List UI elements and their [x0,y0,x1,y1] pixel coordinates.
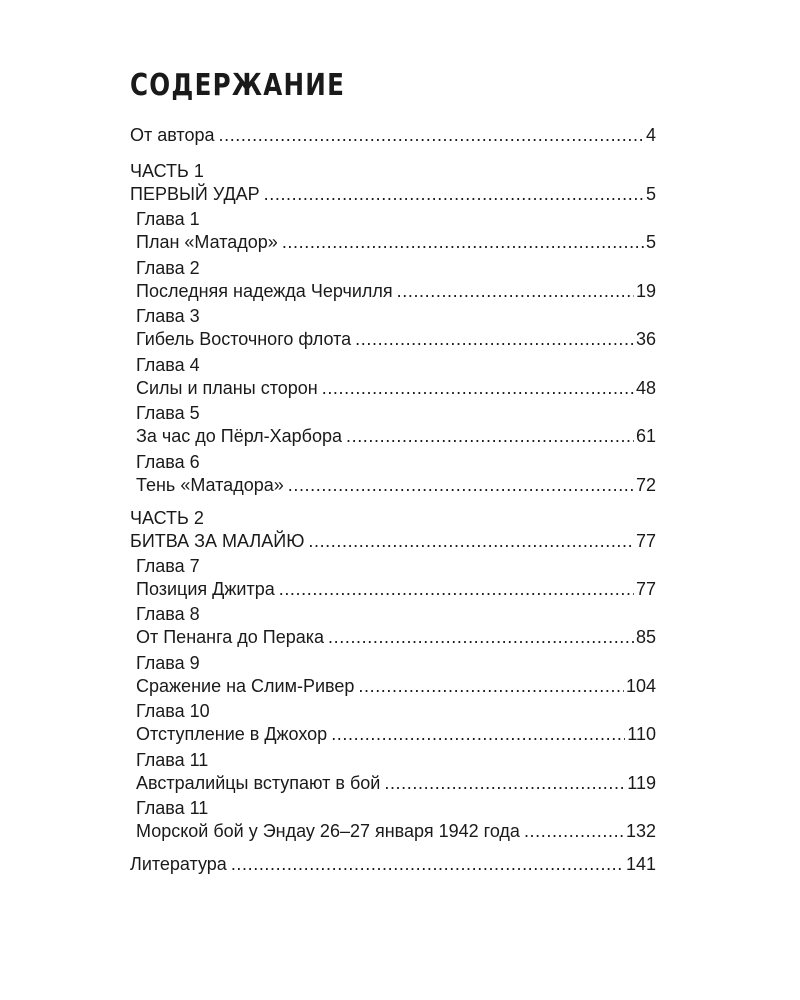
toc-page-number: 61 [635,426,656,446]
dot-leader [288,474,634,496]
toc-entry-chapter[interactable] [136,474,656,496]
toc-entry-chapter[interactable] [136,772,656,794]
dot-leader [331,723,625,745]
dot-leader [384,772,625,794]
toc-page-number: 85 [635,627,656,647]
toc-entry-title: Морской бой у Эндау 26–27 января 1942 года [136,821,520,841]
toc-entry-title: За час до Пёрл-Харбора [136,426,342,446]
page-title: СОДЕРЖАНИЕ [130,68,346,103]
chapter-label: Глава 11 [136,798,209,818]
toc-entry-chapter[interactable] [136,328,656,350]
dot-leader [308,530,634,552]
dot-leader [397,280,634,302]
dot-leader [279,578,634,600]
toc-entry-chapter[interactable] [136,626,656,648]
toc-page-number: 141 [625,854,656,874]
toc-page-number: 19 [635,281,656,301]
dot-leader [282,231,644,253]
chapter-label: Глава 11 [136,750,209,770]
chapter-label: Глава 1 [136,209,200,229]
toc-entry-chapter[interactable] [136,578,656,600]
dot-leader [328,626,634,648]
toc-entry-title: Позиция Джитра [136,579,275,599]
toc-entry-chapter[interactable] [136,723,656,745]
toc-entry-title: Литература [130,854,227,874]
dot-leader [355,328,634,350]
toc-page-number: 119 [627,773,656,793]
toc-entry-title: БИТВА ЗА МАЛАЙЮ [130,531,305,551]
part-number: ЧАСТЬ 1 [130,161,204,181]
toc-entry-chapter[interactable] [136,280,656,302]
toc-entry-chapter[interactable] [136,231,656,253]
toc-entry-title: Отступление в Джохор [136,724,328,744]
toc-page-number: 132 [625,821,656,841]
toc-entry-chapter[interactable] [136,820,656,842]
chapter-label: Глава 9 [136,653,200,673]
toc-page-number: 36 [635,329,656,349]
toc-entry-title: План «Матадор» [136,232,278,252]
toc-entry-title: Австралийцы вступают в бой [136,773,381,793]
chapter-label: Глава 3 [136,306,200,326]
dot-leader [346,425,634,447]
dot-leader [358,675,624,697]
chapter-label: Глава 10 [136,701,210,721]
toc-entry-title: Силы и планы сторон [136,378,318,398]
toc-page-number: 72 [635,475,656,495]
dot-leader [524,820,624,842]
chapter-label: Глава 6 [136,452,200,472]
dot-leader [264,183,644,205]
toc-entry-title: Гибель Восточного флота [136,329,352,349]
toc-entry-author-note[interactable] [130,124,656,146]
toc-entry-literature[interactable] [130,853,656,875]
dot-leader [219,124,644,146]
toc-page-number: 104 [625,676,656,696]
toc-page-number: 77 [635,531,656,551]
toc-entry-title: Тень «Матадора» [136,475,284,495]
toc-entry-title: ПЕРВЫЙ УДАР [130,184,260,204]
part-number: ЧАСТЬ 2 [130,508,204,528]
toc-entry-chapter[interactable] [136,675,656,697]
chapter-label: Глава 4 [136,355,200,375]
toc-page-number: 5 [645,232,656,252]
toc-entry-part-2[interactable] [130,530,656,552]
toc-entry-chapter[interactable] [136,377,656,399]
toc-entry-title: Последняя надежда Черчилля [136,281,393,301]
toc-page-number: 48 [635,378,656,398]
toc-page-number: 5 [645,184,656,204]
toc-entry-chapter[interactable] [136,425,656,447]
toc-page-number: 110 [627,724,656,744]
toc-entry-title: От Пенанга до Перака [136,627,325,647]
chapter-label: Глава 7 [136,556,200,576]
chapter-label: Глава 5 [136,403,200,423]
toc-page-number: 4 [645,125,656,145]
chapter-label: Глава 2 [136,258,200,278]
toc-entry-title: От автора [130,125,215,145]
toc-entry-part-1[interactable] [130,183,656,205]
dot-leader [231,853,624,875]
toc-entry-title: Сражение на Слим-Ривер [136,676,355,696]
dot-leader [322,377,634,399]
chapter-label: Глава 8 [136,604,200,624]
toc-page-number: 77 [635,579,656,599]
